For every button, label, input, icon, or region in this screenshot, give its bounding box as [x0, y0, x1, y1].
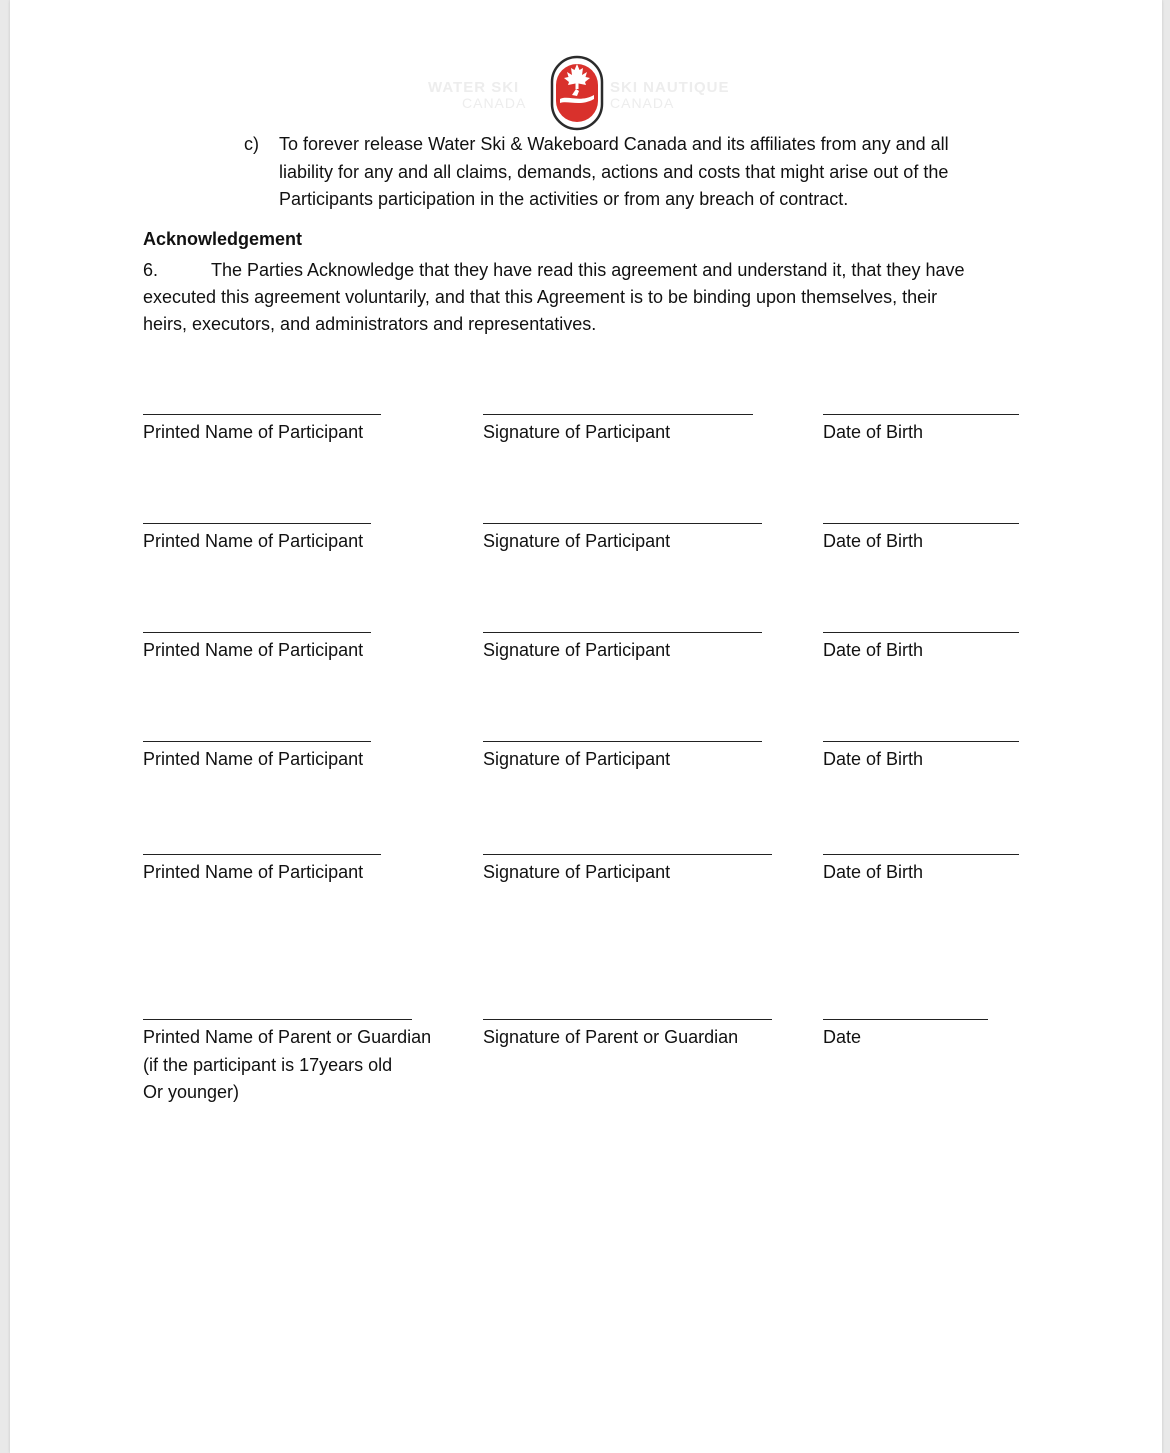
date-of-birth-line[interactable] [823, 632, 1019, 633]
signature-label: Signature of Participant [483, 422, 671, 442]
acknowledgement-line: heirs, executors, and administrators and representatives. [143, 314, 597, 334]
acknowledgement-heading: Acknowledgement [143, 229, 303, 249]
signature-label: Signature of Participant [483, 531, 671, 551]
printed-name-line[interactable] [143, 741, 371, 742]
date-of-birth-label: Date of Birth [823, 640, 924, 660]
date-of-birth-line[interactable] [823, 741, 1019, 742]
logo-left-subtext: CANADA [462, 95, 527, 111]
printed-name-line[interactable] [143, 632, 371, 633]
clause-line: Participants participation in the activities or from any breach of contract. [279, 189, 849, 209]
clause-label: c) [244, 134, 259, 154]
section-number: 6. [143, 260, 159, 280]
document-page [10, 0, 1162, 1453]
clause-text [279, 131, 1019, 214]
signature-label: Signature of Participant [483, 749, 671, 769]
signature-label: Signature of Participant [483, 862, 671, 882]
acknowledgement-line: 6. The Parties Acknowledge that they have read this agreement and understand it, that they have [143, 257, 1023, 284]
logo-left-text: WATER SKI [428, 79, 520, 96]
printed-name-label: Printed Name of Participant [143, 422, 364, 442]
guardian-signature-line[interactable] [483, 1019, 772, 1020]
signature-line[interactable] [483, 523, 762, 524]
date-of-birth-label: Date of Birth [823, 531, 924, 551]
acknowledgement-paragraph [143, 257, 1023, 338]
logo-right-text: SKI NAUTIQUE [610, 79, 730, 96]
signature-line[interactable] [483, 414, 753, 415]
signature-label: Signature of Participant [483, 640, 671, 660]
clause-line: To forever release Water Ski & Wakeboard Canada and its affiliates from any and all [279, 134, 949, 154]
printed-name-label: Printed Name of Participant [143, 640, 364, 660]
guardian-printed-name-line[interactable] [143, 1019, 412, 1020]
date-of-birth-line[interactable] [823, 854, 1019, 855]
date-of-birth-label: Date of Birth [823, 749, 924, 769]
guardian-date-line[interactable] [823, 1019, 988, 1020]
printed-name-line[interactable] [143, 854, 381, 855]
printed-name-line[interactable] [143, 523, 371, 524]
signature-line[interactable] [483, 741, 762, 742]
guardian-printed-name-label: Printed Name of Parent or Guardian (if the participant is 17years old Or younger) [143, 1027, 432, 1102]
date-of-birth-line[interactable] [823, 414, 1019, 415]
maple-leaf-logo-icon [550, 55, 604, 131]
date-of-birth-label: Date of Birth [823, 422, 924, 442]
guardian-date-label: Date [823, 1027, 862, 1047]
acknowledgement-line: executed this agreement voluntarily, and that this Agreement is to be binding upon themselves, their [143, 287, 938, 307]
printed-name-line[interactable] [143, 414, 381, 415]
logo-right-subtext: CANADA [610, 95, 675, 111]
guardian-signature-label: Signature of Parent or Guardian [483, 1027, 739, 1047]
printed-name-label: Printed Name of Participant [143, 531, 364, 551]
signature-line[interactable] [483, 632, 762, 633]
printed-name-label: Printed Name of Participant [143, 749, 364, 769]
date-of-birth-label: Date of Birth [823, 862, 924, 882]
printed-name-label: Printed Name of Participant [143, 862, 364, 882]
signature-line[interactable] [483, 854, 772, 855]
date-of-birth-line[interactable] [823, 523, 1019, 524]
clause-line: liability for any and all claims, demands, actions and costs that might arise out of the [279, 161, 949, 182]
